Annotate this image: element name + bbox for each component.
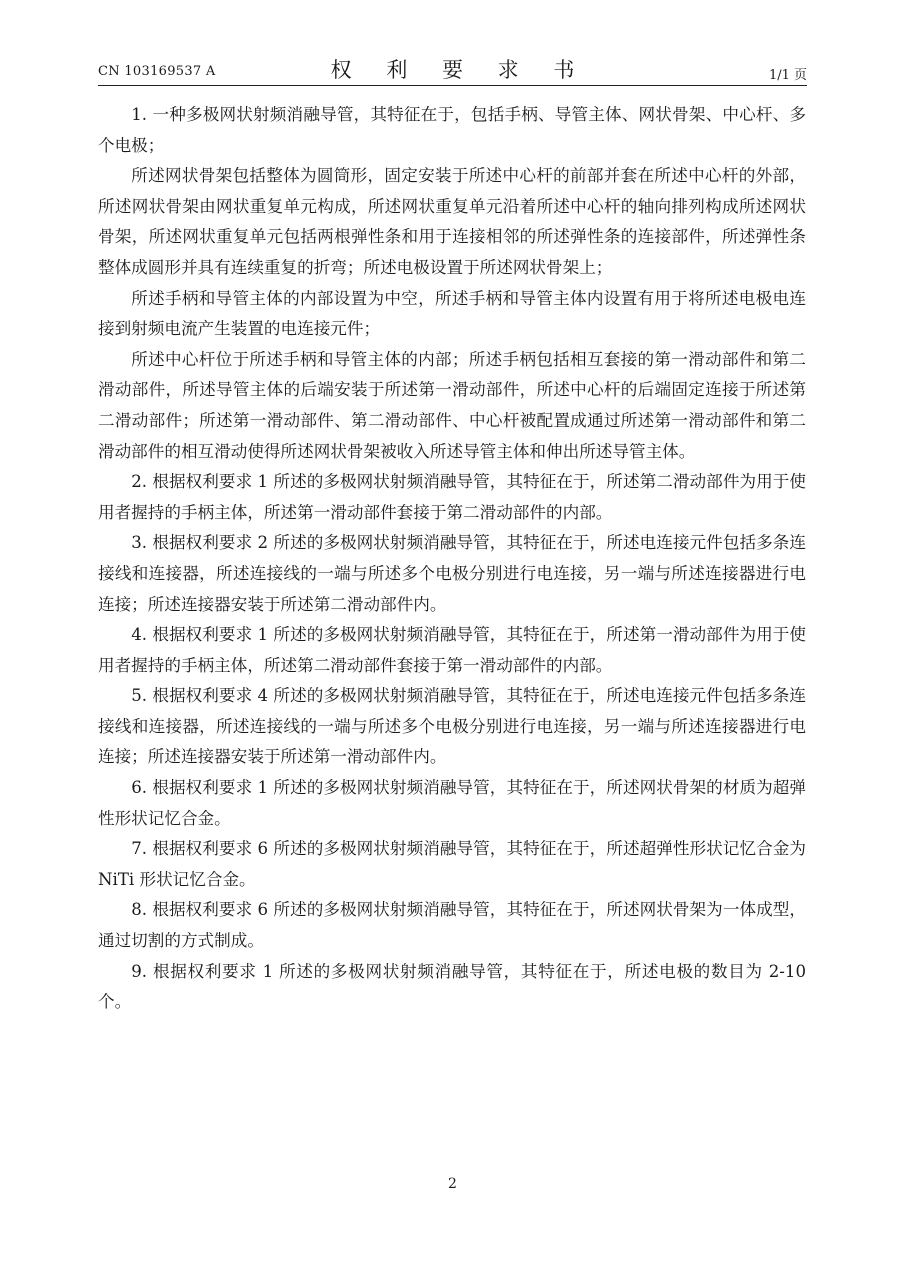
claim-paragraph: 1. 一种多极网状射频消融导管，其特征在于，包括手柄、导管主体、网状骨架、中心杆、多个电极； [98, 105, 806, 155]
claim-paragraph: 所述手柄和导管主体的内部设置为中空，所述手柄和导管主体内设置有用于将所述电极电连接到射频电流产生装置的电连接元件； [98, 288, 806, 339]
claim-paragraph: 所述中心杆位于所述手柄和导管主体的内部；所述手柄包括相互套接的第一滑动部件和第二滑动部件，所述导管主体的后端安装于所述第一滑动部件，所述中心杆的后端固定连接于所述第二滑动部件；所述第一滑动部件、第二滑动部件、中心杆被配置成通过所述第一滑动部件和第二滑动部件的相互滑动使得所述网状骨架被收入所述导管主体和伸出所述导管主体。 [98, 349, 806, 461]
document-number: CN 103169537 A [98, 64, 216, 79]
claim-paragraph: 所述网状骨架包括整体为圆筒形，固定安装于所述中心杆的前部并套在所述中心杆的外部，所述网状骨架由网状重复单元构成，所述网状重复单元沿着所述中心杆的轴向排列构成所述网状骨架，所述网状重复单元包括两根弹性条和用于连接相邻的所述弹性条的连接部件，所述弹性条整体成圆形并具有连续重复的折弯；所述电极设置于所述网状骨架上； [98, 166, 806, 277]
claim-paragraph: 5. 根据权利要求 4 所述的多极网状射频消融导管，其特征在于，所述电连接元件包括多条连接线和连接器，所述连接线的一端与所述多个电极分别进行电连接，另一端与所述连接器进行电连接；所述连接器安装于所述第一滑动部件内。 [98, 686, 806, 767]
claim-paragraph: 3. 根据权利要求 2 所述的多极网状射频消融导管，其特征在于，所述电连接元件包括多条连接线和连接器，所述连接线的一端与所述多个电极分别进行电连接，另一端与所述连接器进行电连接；所述连接器安装于所述第二滑动部件内。 [98, 533, 806, 614]
claim-paragraph: 7. 根据权利要求 6 所述的多极网状射频消融导管，其特征在于，所述超弹性形状记忆合金为 NiTi 形状记忆合金。 [98, 839, 806, 889]
claims-body [98, 100, 806, 1018]
page-count: 1/1 页 [768, 68, 807, 83]
page-header [98, 52, 807, 84]
claim-paragraph: 4. 根据权利要求 1 所述的多极网状射频消融导管，其特征在于，所述第一滑动部件为用于使用者握持的手柄主体，所述第二滑动部件套接于第一滑动部件的内部。 [98, 625, 806, 675]
header-divider [98, 85, 807, 86]
claim-paragraph: 9. 根据权利要求 1 所述的多极网状射频消融导管，其特征在于，所述电极的数目为 2-10 个。 [98, 961, 806, 1012]
claim-paragraph: 6. 根据权利要求 1 所述的多极网状射频消融导管，其特征在于，所述网状骨架的材质为超弹性形状记忆合金。 [98, 778, 806, 828]
claim-paragraph: 8. 根据权利要求 6 所述的多极网状射频消融导管，其特征在于，所述网状骨架为一体成型，通过切割的方式制成。 [98, 900, 806, 951]
page-number: 2 [448, 1176, 457, 1192]
page-title: 权 利 要 求 书 [330, 58, 589, 82]
claim-paragraph: 2. 根据权利要求 1 所述的多极网状射频消融导管，其特征在于，所述第二滑动部件为用于使用者握持的手柄主体，所述第一滑动部件套接于第二滑动部件的内部。 [98, 472, 806, 522]
